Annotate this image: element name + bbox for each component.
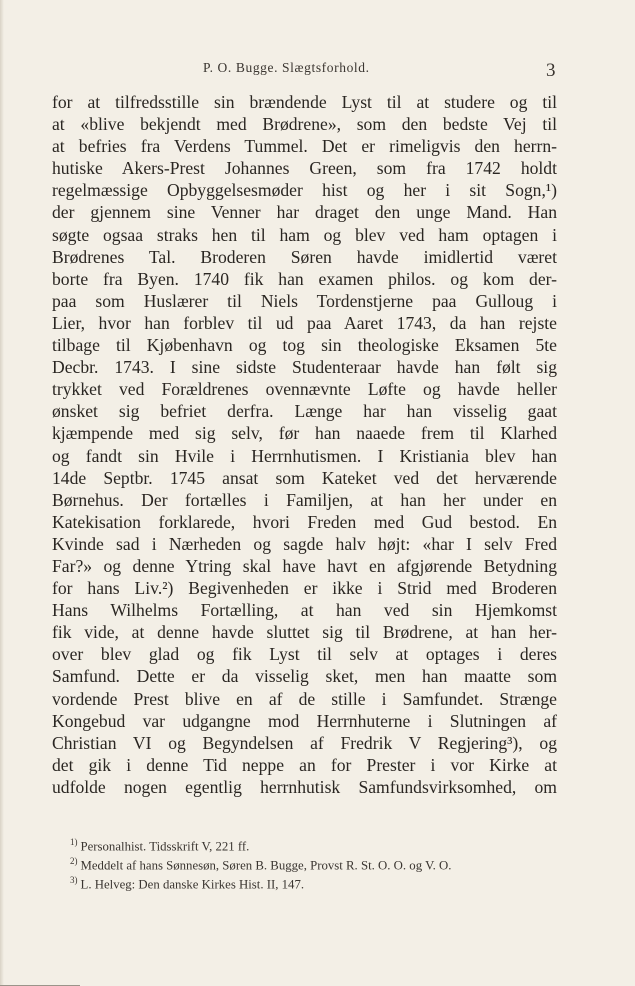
text-line: for hans Liv.²) Begivenheden er ikke i Strid med Broderen xyxy=(52,578,557,599)
text-line: hutiske Akers-Prest Johannes Green, som fra 1742 holdt xyxy=(52,158,557,179)
page-number: 3 xyxy=(546,60,556,81)
footnote-text: Meddelt af hans Sønnesøn, Søren B. Bugge, Provst R. St. O. O. og V. O. xyxy=(80,858,452,873)
footnote-mark: 3) xyxy=(70,875,78,885)
text-line: Katekisation forklarede, hvori Freden med Gud bestod. En xyxy=(52,511,557,532)
text-line: Far?» og denne Ytring skal have havt en afgjørende Betydning xyxy=(52,555,557,576)
body-text xyxy=(52,91,557,798)
text-line: trykket ved Forældrenes ovennævnte Løfte og havde heller xyxy=(52,379,557,400)
footnote xyxy=(70,852,560,871)
text-line: Kvinde sad i Nærheden og sagde halv højt: «har I selv Fred xyxy=(52,533,557,554)
text-line: Børnehus. Der fortælles i Familjen, at han her under en xyxy=(52,489,557,510)
footnote xyxy=(70,871,560,890)
text-line: at «blive bekjendt med Brødrene», som den bedste Vej til xyxy=(52,114,557,135)
text-line: Hans Wilhelms Fortælling, at han ved sin Hjemkomst xyxy=(52,600,557,621)
footnote-mark: 1) xyxy=(70,837,78,847)
footnote-text: L. Helveg: Den danske Kirkes Hist. II, 147. xyxy=(80,877,305,892)
text-line: Kongebud var udgangne mod Herrnhuterne i Slutningen af xyxy=(52,710,557,731)
text-line: 14de Septbr. 1745 ansat som Kateket ved det herværende xyxy=(52,467,557,488)
text-line: ønsket sig befriet derfra. Længe har han visselig gaat xyxy=(52,401,557,422)
text-line: borte fra Byen. 1740 fik han examen philos. og kom der- xyxy=(52,268,557,289)
text-line: der gjennem sine Venner har draget den unge Mand. Han xyxy=(52,202,557,223)
text-line: Samfund. Dette er da visselig sket, men han maatte som xyxy=(52,666,557,687)
text-line: Lier, hvor han forblev til ud paa Aaret 1743, da han rejste xyxy=(52,312,557,333)
text-line: over blev glad og fik Lyst til selv at optages i deres xyxy=(52,644,557,665)
text-line: for at tilfredsstille sin brændende Lyst til at studere og til xyxy=(52,92,557,112)
text-line: søgte ogsaa straks hen til ham og blev ved ham optagen i xyxy=(52,224,557,245)
page-header xyxy=(0,58,635,82)
text-line: det gik i denne Tid neppe an for Prester i vor Kirke at xyxy=(52,754,557,775)
footnote-mark: 2) xyxy=(70,856,78,866)
text-line: fik vide, at denne havde sluttet sig til Brødrene, at han her- xyxy=(52,622,557,643)
running-head: P. O. Bugge. Slægtsforhold. xyxy=(203,60,370,75)
text-line: regelmæssige Opbyggelsesmøder hist og her i sit Sogn,¹) xyxy=(52,180,557,201)
footnote-text: Personalhist. Tidsskrift V, 221 ff. xyxy=(80,839,250,854)
text-line: Brødrenes Tal. Broderen Søren havde imidlertid været xyxy=(52,246,557,267)
footnote xyxy=(70,833,560,852)
text-line: at befries fra Verdens Tummel. Det er rimeligvis den herrn- xyxy=(52,136,557,157)
text-line: kjæmpende med sig selv, før han naaede frem til Klarhed xyxy=(52,423,557,444)
text-line: Decbr. 1743. I sine sidste Studenteraar havde han følt sig xyxy=(52,357,557,378)
text-line: paa som Huslærer til Niels Tordenstjerne paa Gulloug i xyxy=(52,290,557,311)
text-line: og fandt sin Hvile i Herrnhutismen. I Kristiania blev han xyxy=(52,445,557,466)
page-edge xyxy=(0,0,4,986)
text-line: vordende Prest blive en af de stille i Samfundet. Strænge xyxy=(52,688,557,709)
text-line: Christian VI og Begyndelsen af Fredrik V Regjering³), og xyxy=(52,732,557,753)
text-line: udfolde nogen egentlig herrnhutisk Samfundsvirksomhed, om xyxy=(52,776,557,797)
text-line: tilbage til Kjøbenhavn og tog sin theologiske Eksamen 5te xyxy=(52,335,557,356)
footnotes xyxy=(70,833,560,890)
